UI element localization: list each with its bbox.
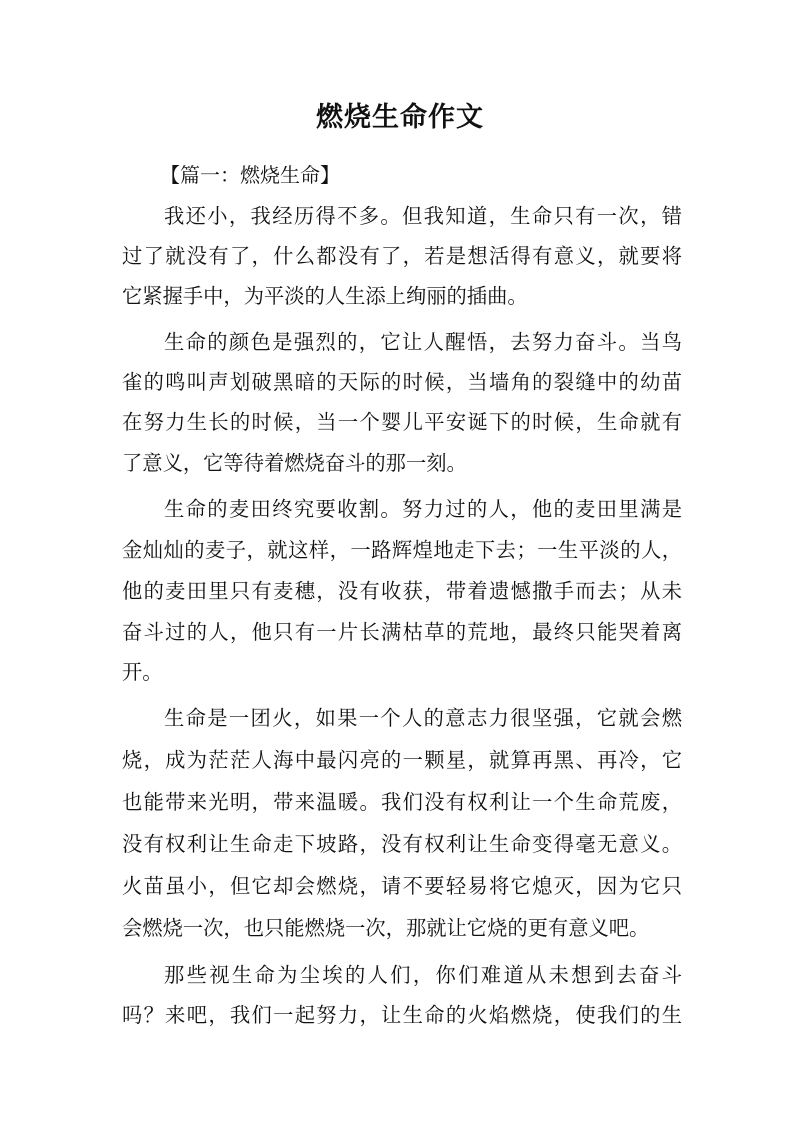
paragraph-1-line-2: 过了就没有了，什么都没有了，若是想活得有意义，就要将	[122, 244, 682, 268]
paragraph-2-line-4: 了意义，它等待着燃烧奋斗的那一刻。	[122, 451, 467, 475]
paragraph-3-line-1: 生命的麦田终究要收割。努力过的人，他的麦田里满是	[164, 497, 682, 521]
document-title: 燃烧生命作文	[316, 102, 484, 133]
paragraph-1-line-3: 它紧握手中，为平淡的人生添上绚丽的插曲。	[122, 284, 528, 308]
paragraph-4-line-1: 生命是一团火，如果一个人的意志力很坚强，它就会燃	[164, 706, 682, 730]
paragraph-1-line-1: 我还小，我经历得不多。但我知道，生命只有一次，错	[164, 204, 682, 228]
section-heading: 【篇一：燃烧生命】	[160, 163, 340, 187]
paragraph-3-line-3: 他的麦田里只有麦穗，没有收获，带着遗憾撒手而去；从未	[122, 579, 682, 603]
paragraph-4-line-4: 没有权利让生命走下坡路，没有权利让生命变得毫无意义。	[122, 832, 682, 856]
paragraph-4-line-3: 也能带来光明，带来温暖。我们没有权利让一个生命荒废，	[122, 790, 682, 814]
paragraph-4-line-6: 会燃烧一次，也只能燃烧一次，那就让它烧的更有意义吧。	[122, 916, 650, 940]
paragraph-2-line-2: 雀的鸣叫声划破黑暗的天际的时候，当墙角的裂缝中的幼苗	[122, 370, 682, 394]
paragraph-3-line-5: 开。	[122, 660, 163, 684]
paragraph-5-line-2: 吗？来吧，我们一起努力，让生命的火焰燃烧，使我们的生	[122, 1003, 682, 1027]
paragraph-3-line-2: 金灿灿的麦子，就这样，一路辉煌地走下去；一生平淡的人，	[122, 538, 682, 562]
paragraph-2-line-3: 在努力生长的时候，当一个婴儿平安诞下的时候，生命就有	[122, 410, 682, 434]
paragraph-4-line-5: 火苗虽小，但它却会燃烧，请不要轻易将它熄灭，因为它只	[122, 874, 682, 898]
paragraph-3-line-4: 奋斗过的人，他只有一片长满枯草的荒地，最终只能哭着离	[122, 620, 682, 644]
paragraph-2-line-1: 生命的颜色是强烈的，它让人醒悟，去努力奋斗。当鸟	[164, 330, 682, 354]
paragraph-4-line-2: 烧，成为茫茫人海中最闪亮的一颗星，就算再黑、再冷，它	[122, 748, 682, 772]
paragraph-5-line-1: 那些视生命为尘埃的人们，你们难道从未想到去奋斗	[164, 963, 682, 987]
